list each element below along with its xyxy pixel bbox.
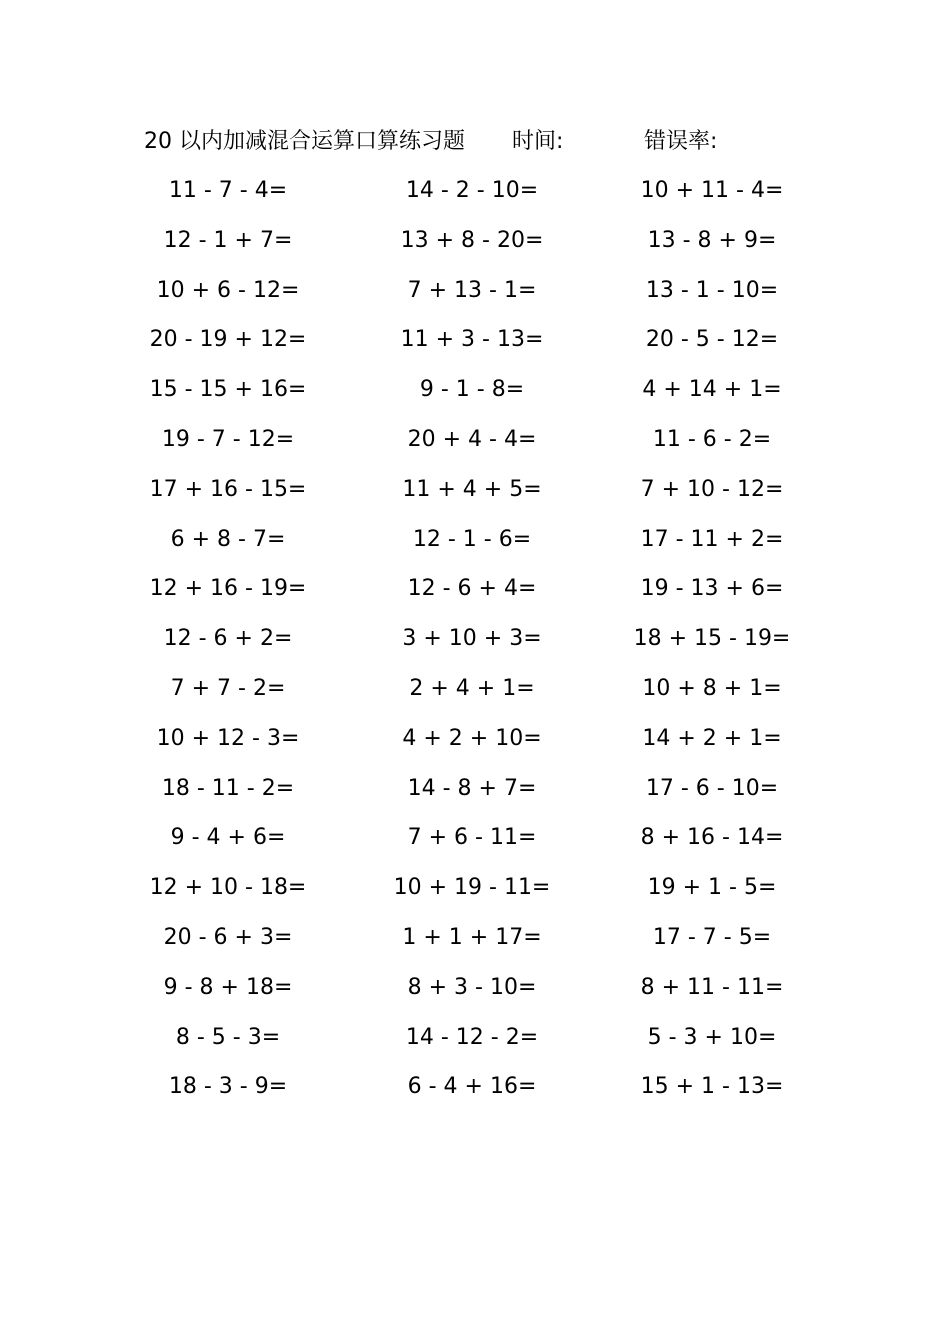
math-problem: 13 - 1 - 10= [645,277,779,303]
math-problem: 2 + 4 + 1= [409,675,535,701]
problem-row [140,222,800,272]
error-rate-label: 错误率: [644,129,718,154]
math-problem: 20 - 6 + 3= [163,924,293,950]
math-problem: 18 - 11 - 2= [161,775,295,801]
math-problem: 10 + 8 + 1= [642,675,782,701]
math-problem: 6 - 4 + 16= [407,1074,537,1100]
problem-row [140,819,800,869]
math-problem: 20 - 5 - 12= [645,327,779,353]
math-problem: 14 - 8 + 7= [407,775,537,801]
math-problem: 13 + 8 - 20= [400,227,544,253]
math-problem: 12 - 1 + 7= [163,227,293,253]
problem-row [140,321,800,371]
math-problem: 8 - 5 - 3= [175,1024,281,1050]
math-problem: 3 + 10 + 3= [402,626,542,652]
math-problem: 15 + 1 - 13= [640,1074,784,1100]
math-problem: 10 + 6 - 12= [156,277,300,303]
math-problem: 19 + 1 - 5= [647,875,777,901]
math-problem: 11 - 7 - 4= [168,178,288,203]
math-problem: 7 + 6 - 11= [407,825,537,851]
math-problem: 7 + 7 - 2= [170,675,286,701]
math-problem: 4 + 2 + 10= [402,725,542,751]
math-problem: 4 + 14 + 1= [642,377,782,403]
math-problem: 8 + 3 - 10= [407,974,537,1000]
problem-row [140,869,800,919]
math-problem: 1 + 1 + 17= [402,924,542,950]
problem-row [140,620,800,670]
math-problem: 12 + 10 - 18= [149,875,307,901]
problem-row [140,471,800,521]
math-problem: 12 - 6 + 2= [163,626,293,652]
math-problem: 5 - 3 + 10= [647,1024,777,1050]
problem-row [140,720,800,770]
problem-row [140,919,800,969]
math-problem: 17 - 7 - 5= [652,924,772,950]
math-problem: 9 - 4 + 6= [170,825,286,851]
math-problem: 11 - 6 - 2= [652,426,772,452]
math-problem: 6 + 8 - 7= [170,526,286,552]
math-problem: 9 - 1 - 8= [419,377,525,403]
math-problem: 17 - 11 + 2= [640,526,784,552]
math-problem: 10 + 19 - 11= [393,875,551,901]
math-problem: 20 - 19 + 12= [149,327,307,353]
math-problem: 17 - 6 - 10= [645,775,779,801]
problem-row [140,570,800,620]
math-problem: 15 - 15 + 16= [149,377,307,403]
math-problem: 17 + 16 - 15= [149,476,307,502]
math-problem: 18 - 3 - 9= [168,1074,288,1100]
math-problem: 18 + 15 - 19= [633,626,791,652]
math-problem: 12 - 6 + 4= [407,576,537,602]
math-problem: 7 + 10 - 12= [640,476,784,502]
math-problem: 7 + 13 - 1= [407,277,537,303]
math-problem: 12 - 1 - 6= [412,526,532,552]
math-problem: 19 - 7 - 12= [161,426,295,452]
problem-row [140,1019,800,1069]
worksheet-header [144,124,804,160]
math-problem: 12 + 16 - 19= [149,576,307,602]
math-problem: 10 + 11 - 4= [640,178,784,203]
problem-row [140,421,800,471]
math-problem: 14 - 12 - 2= [405,1024,539,1050]
problem-row [140,172,800,222]
math-problem: 13 - 8 + 9= [647,227,777,253]
worksheet-title: 20 以内加减混合运算口算练习题 [144,129,465,154]
problem-row [140,371,800,421]
problem-row [140,1068,800,1118]
math-problem: 8 + 16 - 14= [640,825,784,851]
math-problem: 8 + 11 - 11= [640,974,784,1000]
time-label: 时间: [512,129,564,154]
math-problem: 11 + 4 + 5= [402,476,542,502]
math-problem: 19 - 13 + 6= [640,576,784,602]
problem-row [140,521,800,571]
problem-row [140,272,800,322]
math-problem: 11 + 3 - 13= [400,327,544,353]
problem-row [140,770,800,820]
math-problem: 14 + 2 + 1= [642,725,782,751]
math-problem: 20 + 4 - 4= [407,426,537,452]
math-problem: 10 + 12 - 3= [156,725,300,751]
problem-row [140,670,800,720]
math-problem: 9 - 8 + 18= [163,974,293,1000]
problem-grid [140,172,800,1118]
problem-row [140,969,800,1019]
math-problem: 14 - 2 - 10= [405,178,539,203]
